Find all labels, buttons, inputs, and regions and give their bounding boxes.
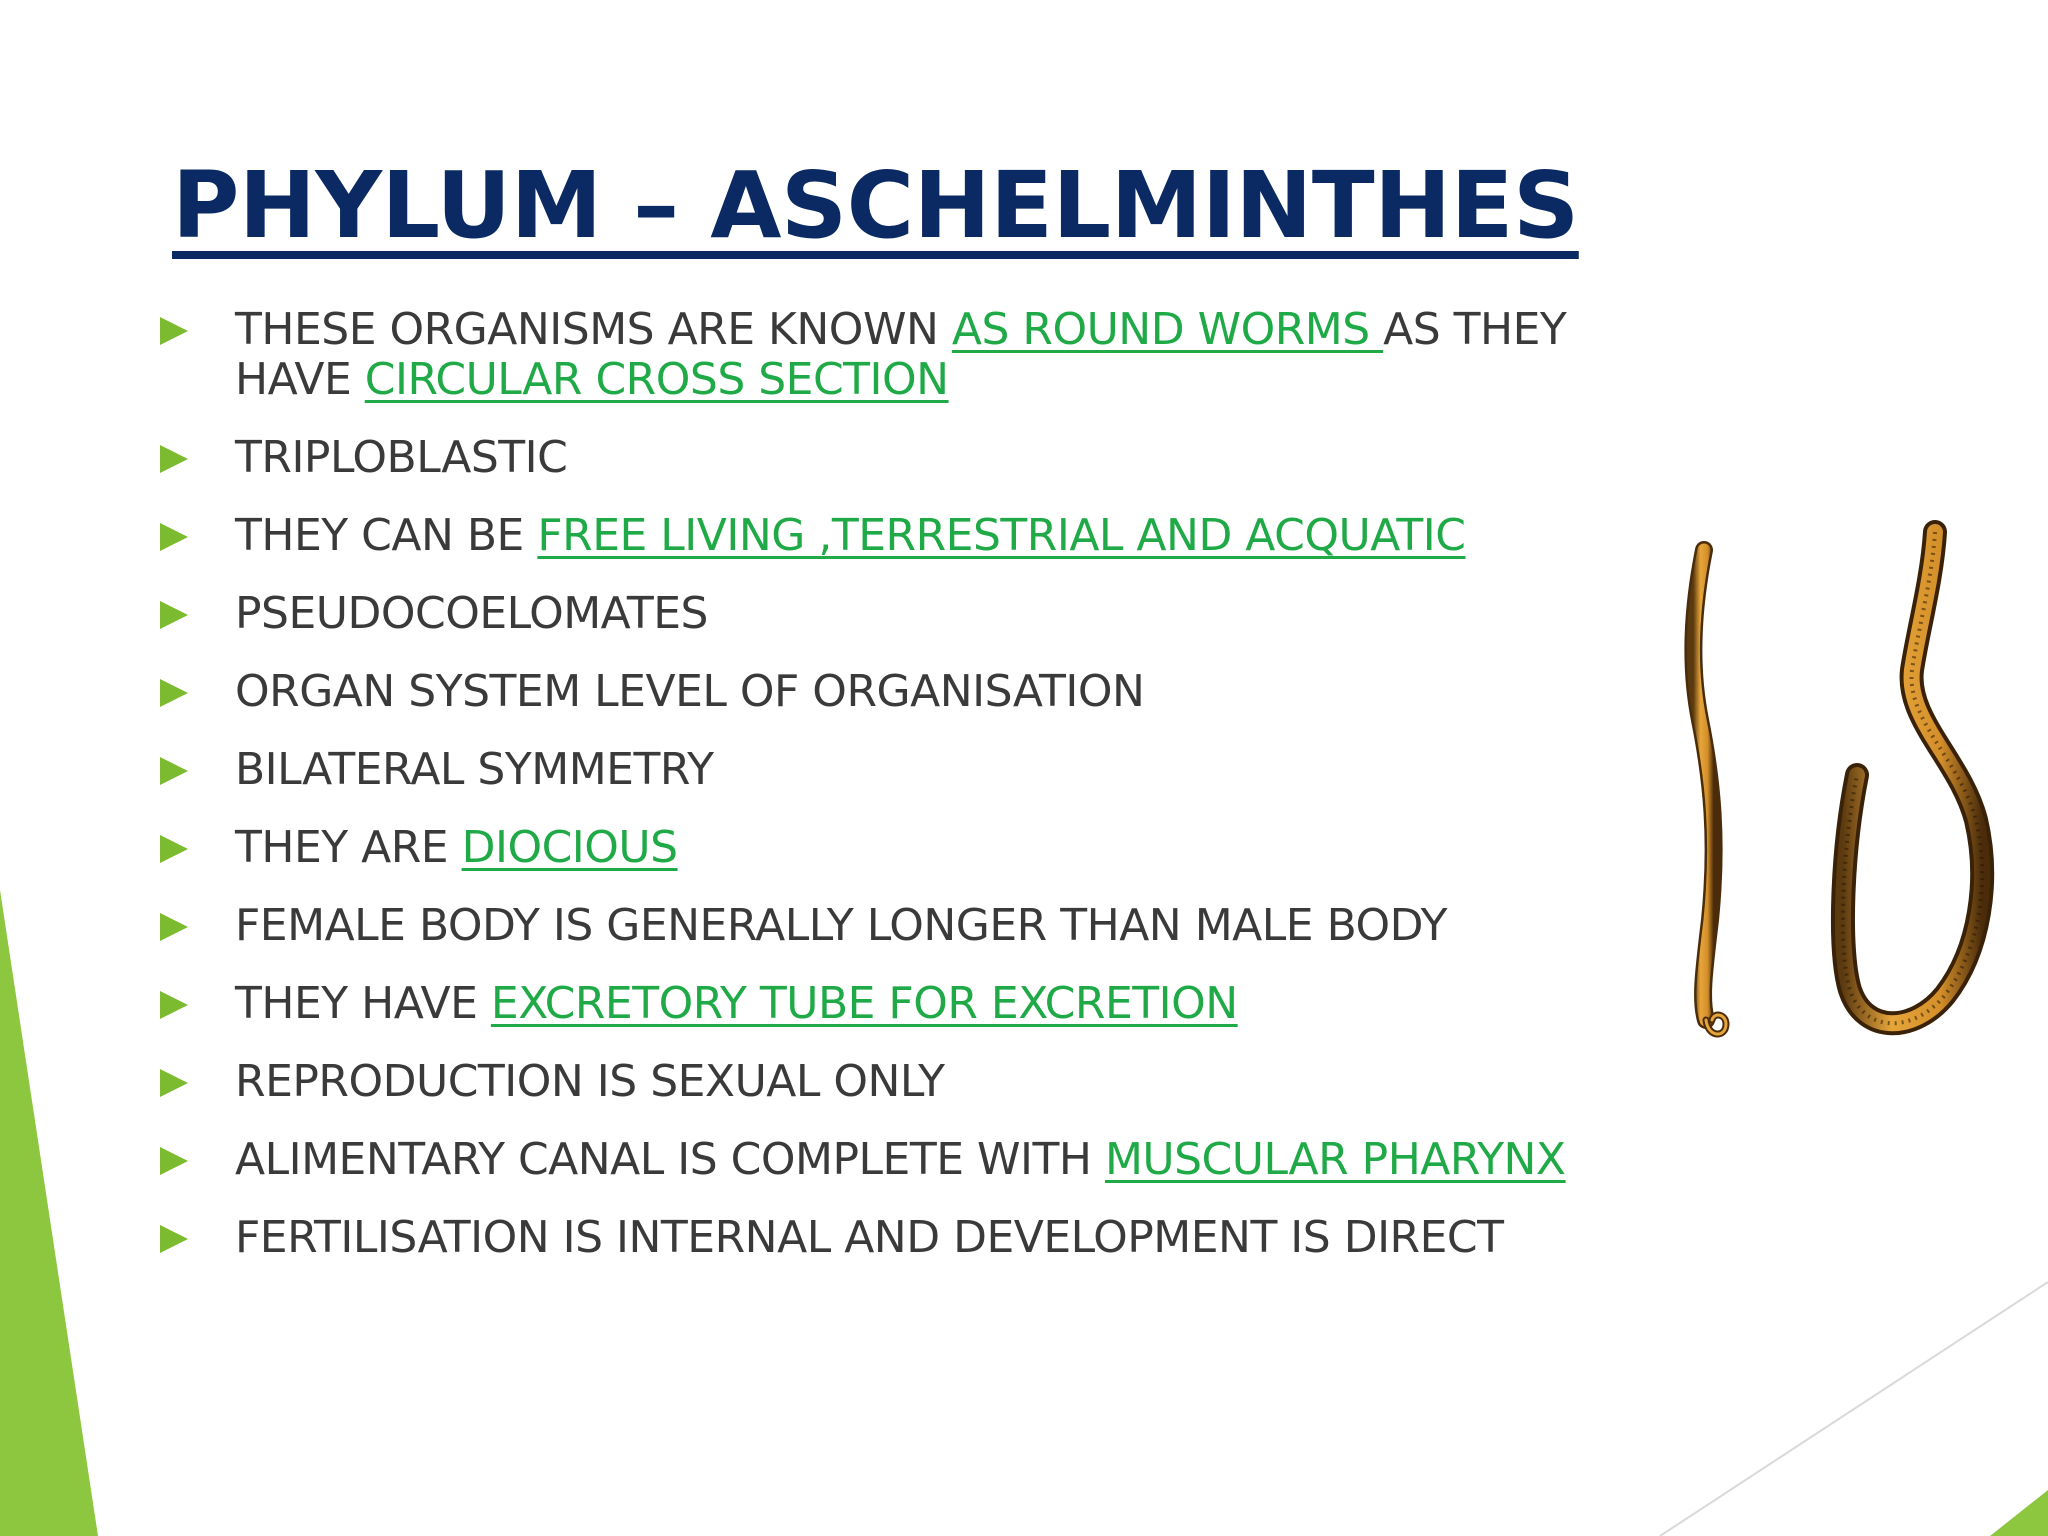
- bullet-text: TRIPLOBLASTIC: [235, 432, 568, 483]
- bullet-text: ORGAN SYSTEM LEVEL OF ORGANISATION: [235, 666, 1145, 717]
- bottom-right-green-accent: [1990, 1490, 2048, 1536]
- bullet-highlight[interactable]: CIRCULAR CROSS SECTION: [364, 354, 949, 405]
- bullet-arrow-icon: [160, 1147, 188, 1175]
- bullet-highlight[interactable]: DIOCIOUS: [461, 822, 678, 873]
- bullet-text: THEY ARE: [235, 822, 462, 873]
- bullet-arrow-icon: [160, 1225, 188, 1253]
- bullet-item: [160, 1057, 1580, 1107]
- female-worm-icon: [1843, 532, 1982, 1023]
- bullet-item: [160, 979, 1580, 1029]
- bullet-arrow-icon: [160, 1069, 188, 1097]
- bullet-text: THESE ORGANISMS ARE KNOWN: [235, 304, 952, 355]
- bullet-item: [160, 745, 1580, 795]
- bullet-text: ALIMENTARY CANAL IS COMPLETE WITH: [235, 1134, 1105, 1185]
- bullet-text: PSEUDOCOELOMATES: [235, 588, 708, 639]
- bullet-highlight[interactable]: FREE LIVING ,TERRESTRIAL AND ACQUATIC: [537, 510, 1466, 561]
- bullet-item: [160, 1135, 1580, 1185]
- bullet-highlight[interactable]: AS ROUND WORMS: [951, 304, 1384, 355]
- bullet-item: [160, 589, 1580, 639]
- bullet-text: REPRODUCTION IS SEXUAL ONLY: [235, 1056, 945, 1107]
- bullet-arrow-icon: [160, 601, 188, 629]
- bullet-item: [160, 305, 1580, 405]
- bullet-text: BILATERAL SYMMETRY: [235, 744, 714, 795]
- bullet-item: [160, 823, 1580, 873]
- bullet-highlight[interactable]: EXCRETORY TUBE FOR EXCRETION: [490, 978, 1238, 1029]
- bullet-item: [160, 667, 1580, 717]
- bullet-arrow-icon: [160, 757, 188, 785]
- bullet-text: FERTILISATION IS INTERNAL AND DEVELOPMENT IS DIRECT: [235, 1212, 1504, 1263]
- bullet-arrow-icon: [160, 523, 188, 551]
- bullet-item: [160, 511, 1580, 561]
- left-green-accent: [0, 890, 98, 1536]
- bullet-arrow-icon: [160, 913, 188, 941]
- male-worm-icon: [1693, 550, 1726, 1034]
- bullet-arrow-icon: [160, 991, 188, 1019]
- bullet-highlight[interactable]: MUSCULAR PHARYNX: [1104, 1134, 1566, 1185]
- slide-title: PHYLUM – ASCHELMINTHES: [172, 152, 1579, 259]
- bullet-text: THEY CAN BE: [235, 510, 538, 561]
- bullet-item: [160, 901, 1580, 951]
- roundworm-illustration: [1660, 520, 2000, 1070]
- bullet-arrow-icon: [160, 317, 188, 345]
- bullet-item: [160, 1213, 1580, 1263]
- bullet-arrow-icon: [160, 679, 188, 707]
- bullet-text: AS THEY HAVE: [235, 304, 1567, 405]
- bullet-arrow-icon: [160, 445, 188, 473]
- bullet-arrow-icon: [160, 835, 188, 863]
- bullet-text: FEMALE BODY IS GENERALLY LONGER THAN MALE BODY: [235, 900, 1447, 951]
- bottom-right-diagonal-line: [1660, 1282, 2048, 1536]
- bullet-list: [160, 305, 1580, 1291]
- bullet-item: [160, 433, 1580, 483]
- bullet-text: THEY HAVE: [235, 978, 491, 1029]
